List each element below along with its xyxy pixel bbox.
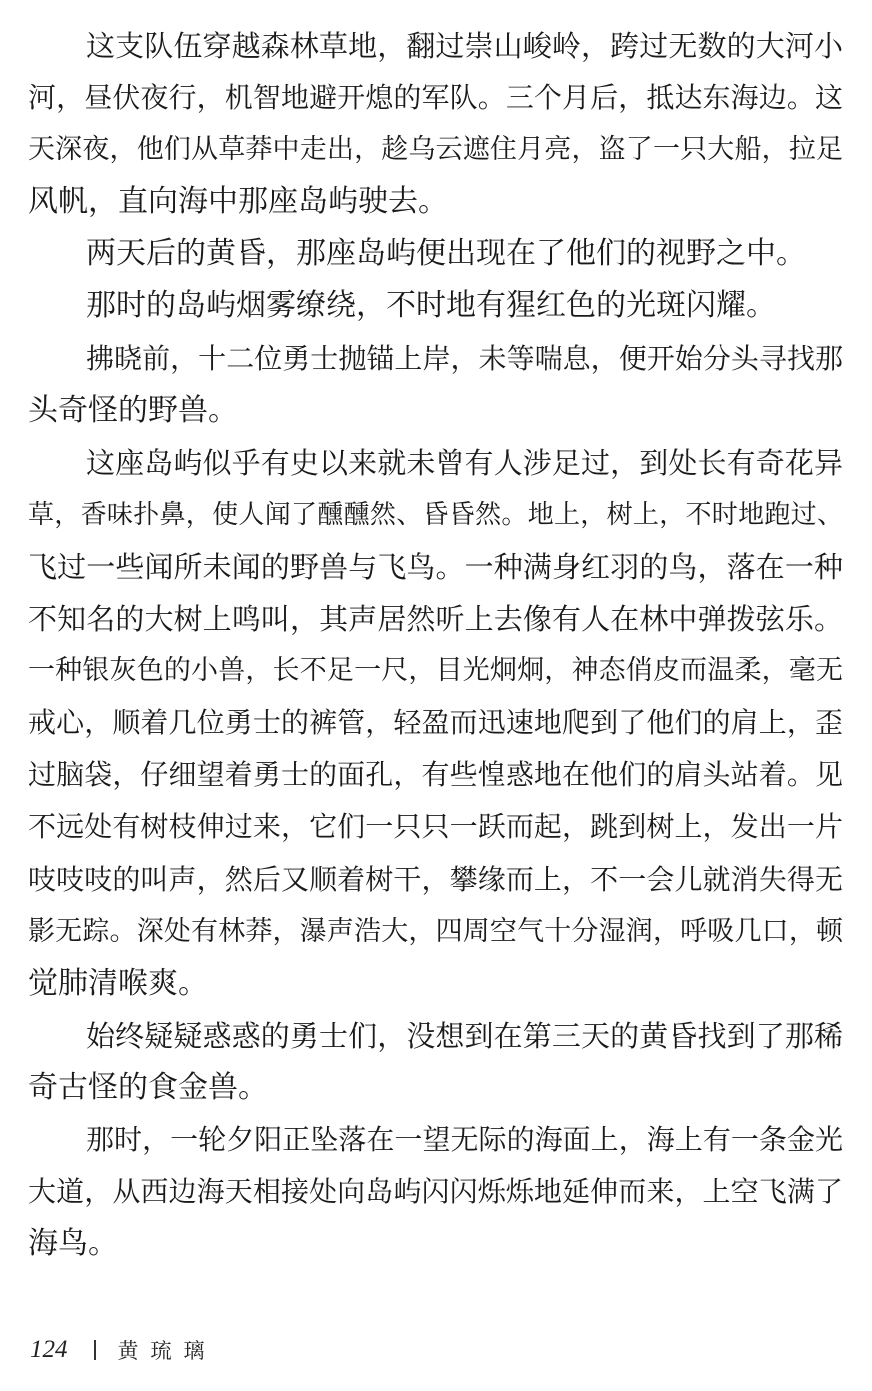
paragraph [28,280,843,332]
text-line: 过脑袋，仔细望着勇士的面孔，有些惶惑地在他们的肩头站着。见 [28,758,843,792]
paragraph [28,333,843,437]
text-line: 一种银灰色的小兽，长不足一尺，目光炯炯，神态俏皮而温柔，毫无 [28,655,843,687]
text-line: 那时，一轮夕阳正坠落在一望无际的海面上，海上有一条金光 [86,1122,843,1156]
footer-divider [94,1340,96,1360]
text-line: 吱吱吱的叫声，然后又顺着树干，攀缘而上，不一会儿就消失得无 [28,862,843,896]
text-line: 不远处有树枝伸过来，它们一只只一跃而起，跳到树上，发出一片 [28,810,843,844]
paragraph [28,20,843,228]
text-line: 风帆，直向海中那座岛屿驶去。 [28,184,448,220]
text-line: 不知名的大树上鸣叫，其声居然听上去像有人在林中弹拨弦乐。 [28,602,843,637]
text-line: 两天后的黄昏，那座岛屿便出现在了他们的视野之中。 [86,236,806,272]
text-line: 这支队伍穿越森林草地，翻过崇山峻岭，跨过无数的大河小 [86,29,843,63]
paragraph [28,1114,843,1270]
book-title: 黄琉璃 [117,1339,217,1363]
text-line: 大道，从西边海天相接处向岛屿闪闪烁烁地延伸而来，上空飞满了 [28,1175,843,1209]
page-number: 124 [30,1336,68,1363]
paragraph [28,228,843,280]
text-line: 海鸟。 [28,1226,118,1262]
text-line: 始终疑疑惑惑的勇士们，没想到在第三天的黄昏找到了那稀 [86,1018,843,1053]
text-line: 飞过一些闻所未闻的野兽与飞鸟。一种满身红羽的鸟，落在一种 [28,549,843,584]
text-line: 草，香味扑鼻，使人闻了醺醺然、昏昏然。地上，树上，不时地跑过、 [28,499,843,530]
text-line: 奇古怪的食金兽。 [28,1069,268,1105]
text-line: 天深夜，他们从草莽中走出，趁乌云遮住月亮，盗了一只大船，拉足 [28,134,843,166]
text-line: 拂晓前，十二位勇士抛锚上岸，未等喘息，便开始分头寻找那 [86,341,843,375]
text-line: 这座岛屿似乎有史以来就未曾有人涉足过，到处长有奇花异 [86,445,843,480]
body-text [28,20,843,1270]
text-line: 那时的岛屿烟雾缭绕，不时地有猩红色的光斑闪耀。 [86,288,776,324]
text-line: 头奇怪的野兽。 [28,392,238,428]
text-line: 觉肺清喉爽。 [28,965,208,1001]
paragraph [28,1010,843,1114]
text-line: 影无踪。深处有林莽，瀑声浩大，四周空气十分湿润，呼吸几口，顿 [28,915,843,947]
paragraph [28,437,843,1010]
page-footer [30,1332,217,1368]
text-line: 戒心，顺着几位勇士的裤管，轻盈而迅速地爬到了他们的肩上，歪 [28,706,843,740]
text-line: 河，昼伏夜行，机智地避开熄的军队。三个月后，抵达东海边。这 [28,81,843,115]
